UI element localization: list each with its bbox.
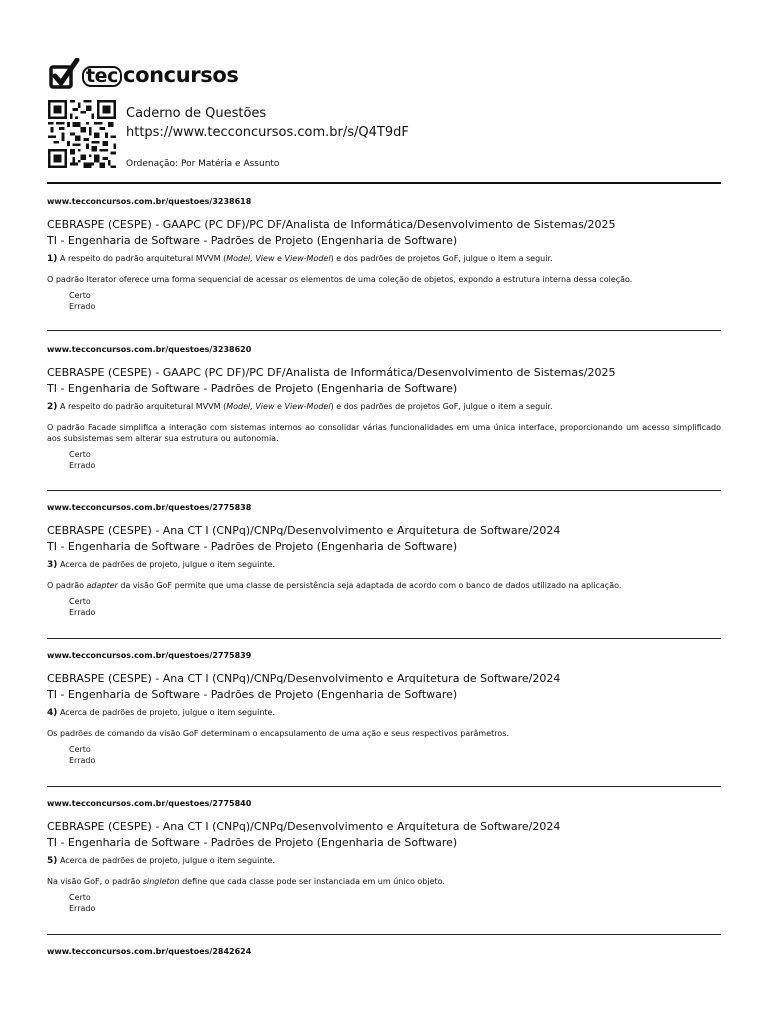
tecconcursos-logo[interactable] [49, 58, 238, 92]
question-item [47, 797, 721, 914]
logo-wordmark [82, 63, 238, 87]
question-board: CEBRASPE (CESPE) - Ana CT I (CNPq)/CNPq/Desenvolvimento e Arquitetura de Software/2024 [47, 820, 561, 833]
checkbox-check-icon [49, 58, 81, 92]
question-link[interactable]: www.tecconcursos.com.br/questoes/2775839 [47, 651, 252, 660]
question-statement: O padrão Iterator oferece uma forma sequencial de acessar os elementos de uma coleção de objetos, expondo a estrutura interna dessa coleção. [47, 275, 633, 284]
question-number: 2) [47, 402, 58, 412]
statement-italic: adapter [86, 581, 118, 590]
intro-text: Acerca de padrões de projeto, julgue o item seguinte. [59, 708, 275, 717]
question-subject: TI - Engenharia de Software - Padrões de Projeto (Engenharia de Software) [47, 382, 458, 395]
answer-options [69, 449, 721, 471]
option-certo[interactable]: Certo [69, 450, 91, 459]
question-subject: TI - Engenharia de Software - Padrões de Projeto (Engenharia de Software) [47, 234, 458, 247]
question-number: 5) [47, 856, 58, 866]
question-statement [47, 876, 721, 887]
question-divider [47, 490, 721, 491]
question-statement: O padrão Facade simplifica a interação com sistemas internos ao consolidar várias funcionalidades em uma única interface, proporcionando um acesso simplificado aos subsistemas sem alterar sua estrutura ou autonomia. [47, 423, 721, 443]
question-item [47, 649, 721, 766]
question-number: 3) [47, 560, 58, 570]
option-errado[interactable]: Errado [69, 904, 96, 913]
intro-italic: View-Model [284, 254, 331, 263]
intro-text: e [274, 402, 285, 411]
question-item [47, 501, 721, 618]
answer-options [69, 892, 721, 914]
statement-italic: singleton [142, 877, 180, 886]
question-link[interactable]: www.tecconcursos.com.br/questoes/2842624 [47, 947, 252, 956]
notebook-url[interactable]: https://www.tecconcursos.com.br/s/Q4T9dF [126, 125, 409, 140]
question-divider [47, 786, 721, 787]
question-subject: TI - Engenharia de Software - Padrões de Projeto (Engenharia de Software) [47, 688, 458, 701]
statement-text: da visão GoF permite que uma classe de persistência seja adaptada de acordo com o banco de dados utilizado na aplicação. [117, 581, 622, 590]
qr-code-icon [48, 100, 116, 168]
intro-text: ) e dos padrões de projetos GoF, julgue o item a seguir. [330, 254, 553, 263]
question-link[interactable]: www.tecconcursos.com.br/questoes/2775838 [47, 503, 252, 512]
question-divider [47, 638, 721, 639]
question-board: CEBRASPE (CESPE) - GAAPC (PC DF)/PC DF/Analista de Informática/Desenvolvimento de Sistemas/2025 [47, 218, 616, 231]
question-intro [47, 707, 721, 719]
statement-text: O padrão [47, 581, 87, 590]
intro-text: Acerca de padrões de projeto, julgue o item seguinte. [59, 560, 275, 569]
answer-options [69, 744, 721, 766]
question-number: 4) [47, 708, 58, 718]
question-link[interactable]: www.tecconcursos.com.br/questoes/3238618 [47, 197, 252, 206]
option-certo[interactable]: Certo [69, 893, 91, 902]
statement-text: define que cada classe pode ser instanciada em um único objeto. [179, 877, 445, 886]
option-errado[interactable]: Errado [69, 302, 96, 311]
logo-concursos: concursos [123, 63, 239, 87]
answer-options [69, 596, 721, 618]
question-board: CEBRASPE (CESPE) - GAAPC (PC DF)/PC DF/Analista de Informática/Desenvolvimento de Sistemas/2025 [47, 366, 616, 379]
intro-text: e [274, 254, 285, 263]
question-intro [47, 401, 721, 413]
option-errado[interactable]: Errado [69, 461, 96, 470]
intro-text: Acerca de padrões de projeto, julgue o item seguinte. [59, 856, 275, 865]
question-board: CEBRASPE (CESPE) - Ana CT I (CNPq)/CNPq/Desenvolvimento e Arquitetura de Software/2024 [47, 524, 561, 537]
ordering-label: Ordenação: Por Matéria e Assunto [126, 159, 280, 169]
question-subject: TI - Engenharia de Software - Padrões de Projeto (Engenharia de Software) [47, 836, 458, 849]
intro-text: ) e dos padrões de projetos GoF, julgue o item a seguir. [330, 402, 553, 411]
question-item [47, 195, 721, 312]
intro-text: A respeito do padrão arquitetural MVVM ( [59, 254, 227, 263]
logo-tec: tec [82, 66, 122, 87]
question-statement: Os padrões de comando da visão GoF determinam o encapsulamento de uma ação e seus respectivos parâmetros. [47, 729, 509, 738]
question-item [47, 945, 721, 959]
intro-italic: Model, View [226, 402, 275, 411]
option-errado[interactable]: Errado [69, 608, 96, 617]
intro-text: A respeito do padrão arquitetural MVVM ( [59, 402, 227, 411]
question-item [47, 343, 721, 471]
option-certo[interactable]: Certo [69, 597, 91, 606]
question-intro [47, 559, 721, 571]
question-intro [47, 253, 721, 265]
answer-options [69, 290, 721, 312]
option-certo[interactable]: Certo [69, 745, 91, 754]
intro-italic: Model, View [226, 254, 275, 263]
question-divider [47, 934, 721, 935]
question-link[interactable]: www.tecconcursos.com.br/questoes/3238620 [47, 345, 252, 354]
statement-text: Na visão GoF, o padrão [47, 877, 143, 886]
header-divider [47, 182, 721, 184]
question-number: 1) [47, 254, 58, 264]
question-link[interactable]: www.tecconcursos.com.br/questoes/2775840 [47, 799, 252, 808]
question-board: CEBRASPE (CESPE) - Ana CT I (CNPq)/CNPq/Desenvolvimento e Arquitetura de Software/2024 [47, 672, 561, 685]
option-errado[interactable]: Errado [69, 756, 96, 765]
question-divider [47, 330, 721, 331]
question-subject: TI - Engenharia de Software - Padrões de Projeto (Engenharia de Software) [47, 540, 458, 553]
question-statement [47, 580, 721, 591]
intro-italic: View-Model [284, 402, 331, 411]
notebook-title: Caderno de Questões [126, 106, 267, 121]
option-certo[interactable]: Certo [69, 291, 91, 300]
question-intro [47, 855, 721, 867]
